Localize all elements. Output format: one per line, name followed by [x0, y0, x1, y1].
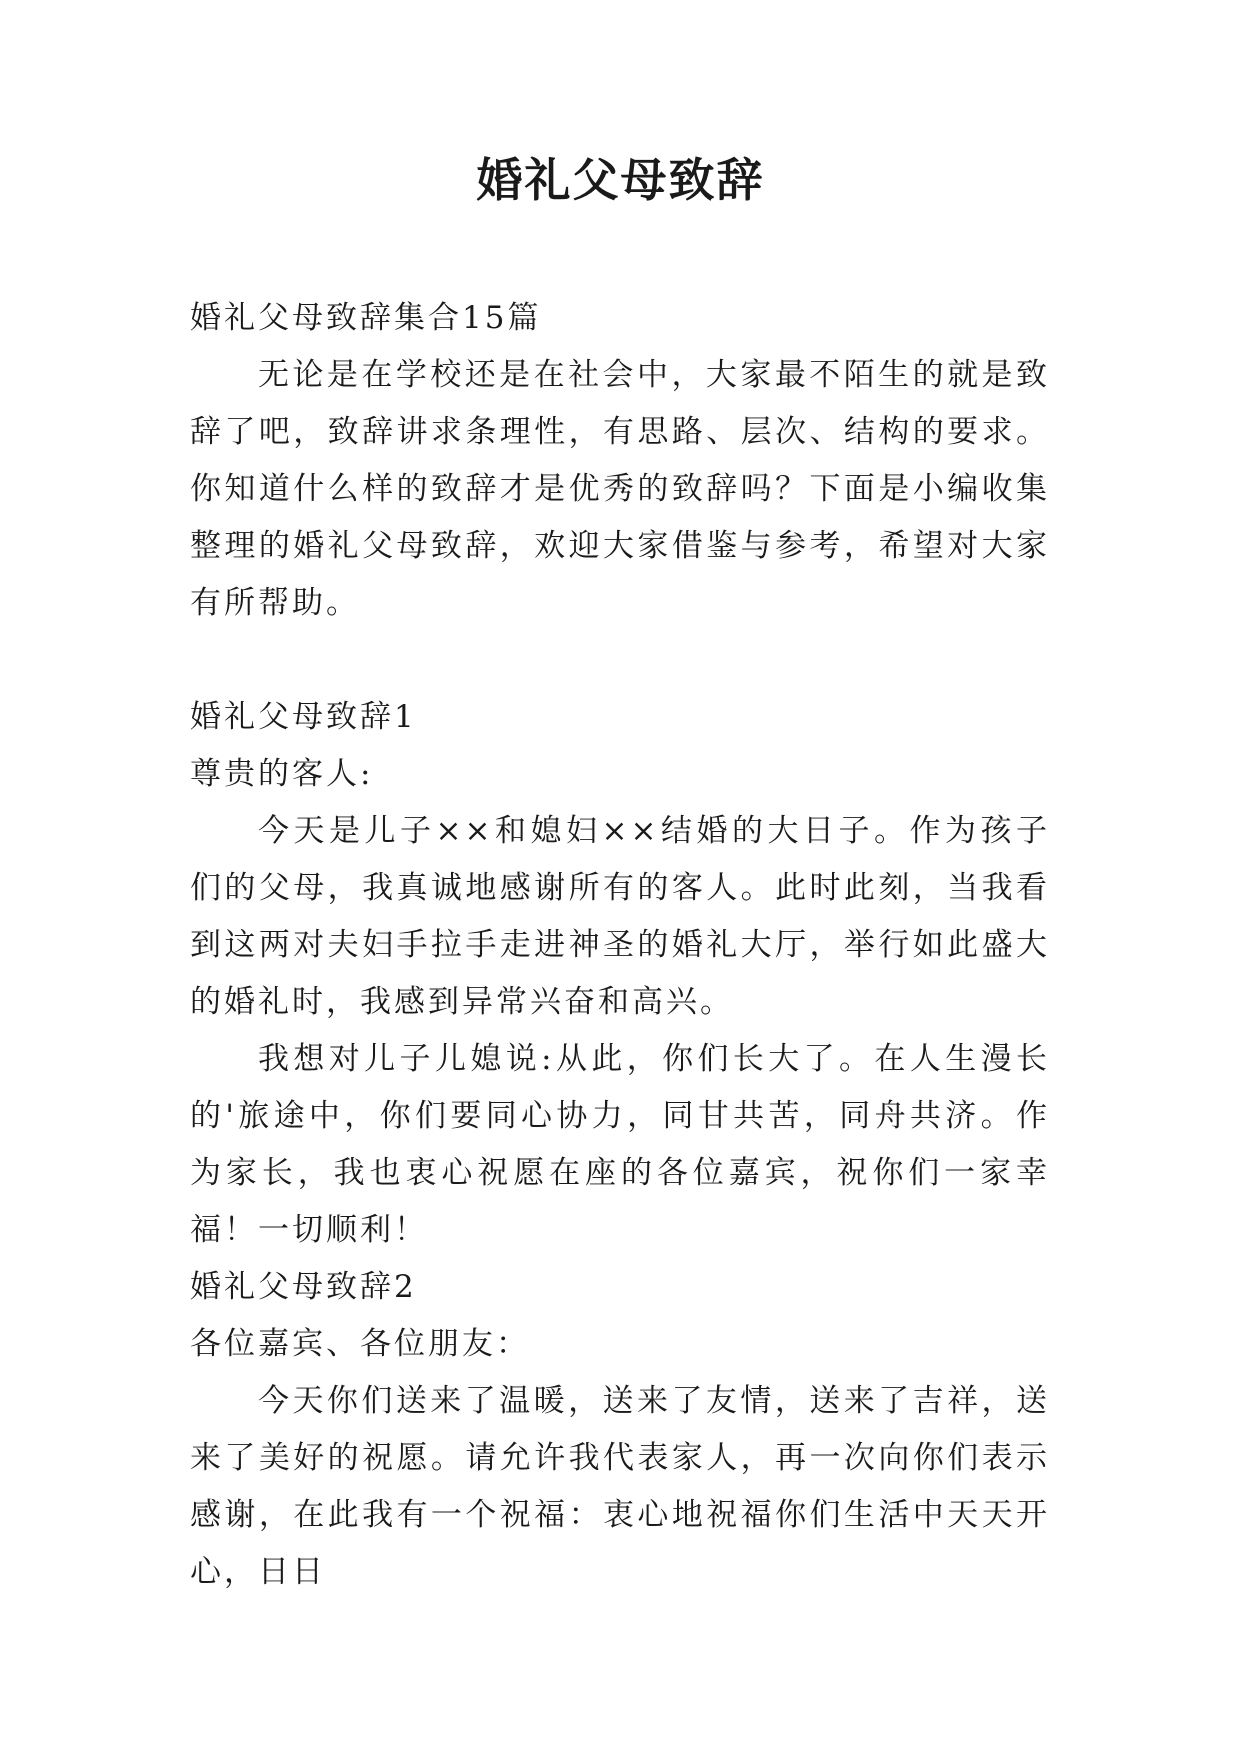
- intro-paragraph: 无论是在学校还是在社会中，大家最不陌生的就是致辞了吧，致辞讲求条理性，有思路、层次、结构的要求。你知道什么样的致辞才是优秀的致辞吗？下面是小编收集整理的婚礼父母致辞，欢迎大家借鉴与参考，希望对大家有所帮助。: [190, 357, 1050, 621]
- body-paragraph: 今天你们送来了温暖，送来了友情，送来了吉祥，送来了美好的祝愿。请允许我代表家人，再一次向你们表示感谢，在此我有一个祝福：衷心地祝福你们生活中天天开心，日日: [190, 1383, 1050, 1590]
- section-heading: 婚礼父母致辞2: [190, 1269, 417, 1305]
- speech-section-1: [190, 689, 1050, 1259]
- body-paragraph: 今天是儿子××和媳妇××结婚的大日子。作为孩子们的父母，我真诚地感谢所有的客人。此时此刻，当我看到这两对夫妇手拉手走进神圣的婚礼大厅，举行如此盛大的婚礼时，我感到异常兴奋和高兴。: [190, 813, 1050, 1020]
- section-heading: 婚礼父母致辞1: [190, 699, 417, 735]
- document-title: 婚礼父母致辞: [476, 153, 765, 207]
- salutation: 各位嘉宾、各位朋友：: [190, 1326, 530, 1362]
- speech-section-2: [190, 1259, 1050, 1601]
- salutation: 尊贵的客人:: [190, 756, 374, 792]
- section-spacer: [190, 632, 1050, 689]
- document-body: [190, 290, 1050, 1601]
- body-paragraph: 我想对儿子儿媳说:从此，你们长大了。在人生漫长的'旅途中，你们要同心协力，同甘共苦，同舟共济。作为家长，我也衷心祝愿在座的各位嘉宾，祝你们一家幸福！一切顺利！: [190, 1041, 1050, 1248]
- collection-heading: 婚礼父母致辞集合15篇: [190, 300, 542, 336]
